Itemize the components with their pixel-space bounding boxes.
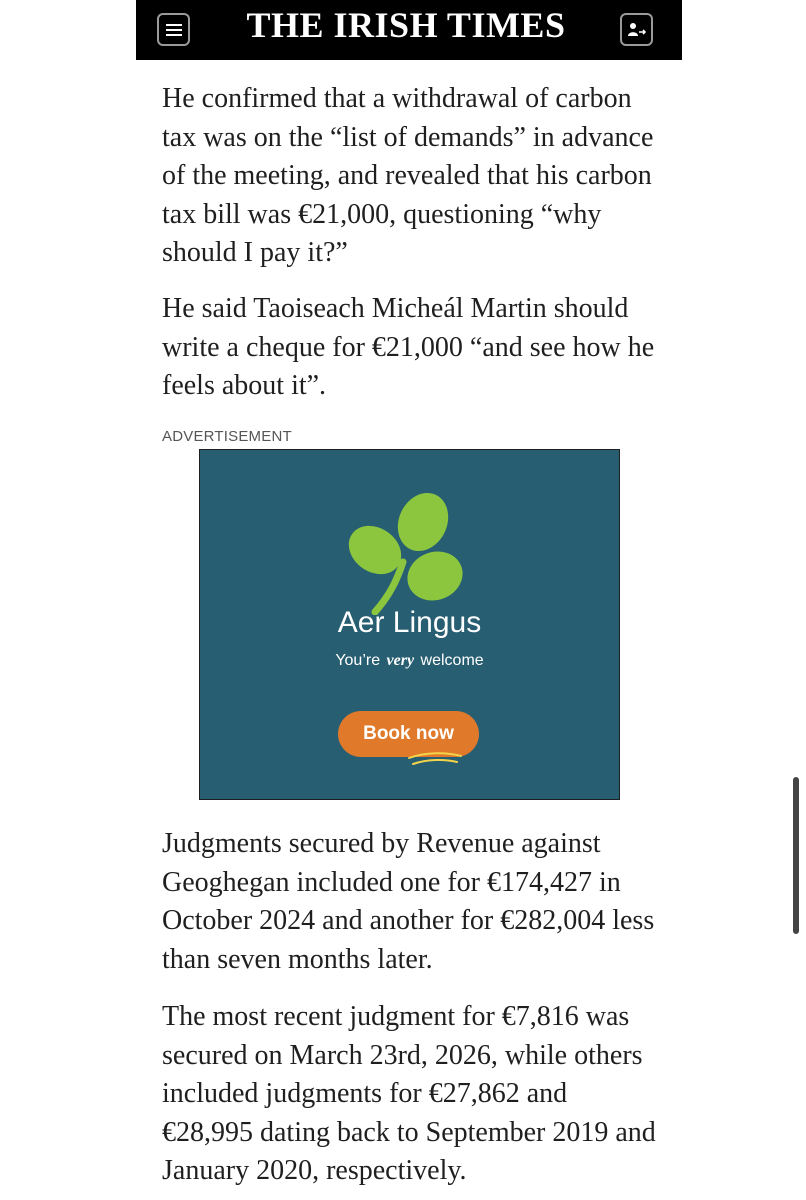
tagline-end: welcome xyxy=(420,652,484,669)
scrollbar-thumb[interactable] xyxy=(793,777,799,934)
user-account-button[interactable] xyxy=(620,13,653,46)
book-now-button[interactable]: Book now xyxy=(338,711,479,757)
article-paragraph: The most recent judgment for €7,816 was secured on March 23rd, 2026, while others included judgments for €27,862 and €28,995 dating back to September 2019 and January 2020, respectively. xyxy=(162,1001,656,1186)
menu-button[interactable] xyxy=(157,13,190,46)
article-paragraph: Judgments secured by Revenue against Geoghegan included one for €174,427 in October 2024 and another for €282,004 less than seven months later. xyxy=(162,828,655,975)
site-logo-title[interactable]: THE IRISH TIMES xyxy=(246,5,566,45)
article-paragraph: He confirmed that a withdrawal of carbon tax was on the “list of demands” in advance of the meeting, and revealed that his carbon tax bill was €21,000, questioning “why should I pay it?” xyxy=(162,83,654,268)
brand-tagline xyxy=(200,652,619,670)
article-paragraph: He said Taoiseach Micheál Martin should write a cheque for €21,000 “and see how he feels about it”. xyxy=(162,293,655,401)
masthead xyxy=(136,0,682,60)
advertisement-label: ADVERTISEMENT xyxy=(162,428,292,445)
user-login-icon xyxy=(627,22,647,38)
tagline-emphasis: very xyxy=(386,652,415,669)
hamburger-menu-icon xyxy=(166,23,182,37)
tagline-start: You’re xyxy=(335,652,381,669)
swoosh-icon xyxy=(405,748,465,772)
shamrock-icon xyxy=(345,490,475,615)
brand-name: Aer Lingus xyxy=(337,606,482,639)
advertisement-banner[interactable] xyxy=(199,449,620,800)
